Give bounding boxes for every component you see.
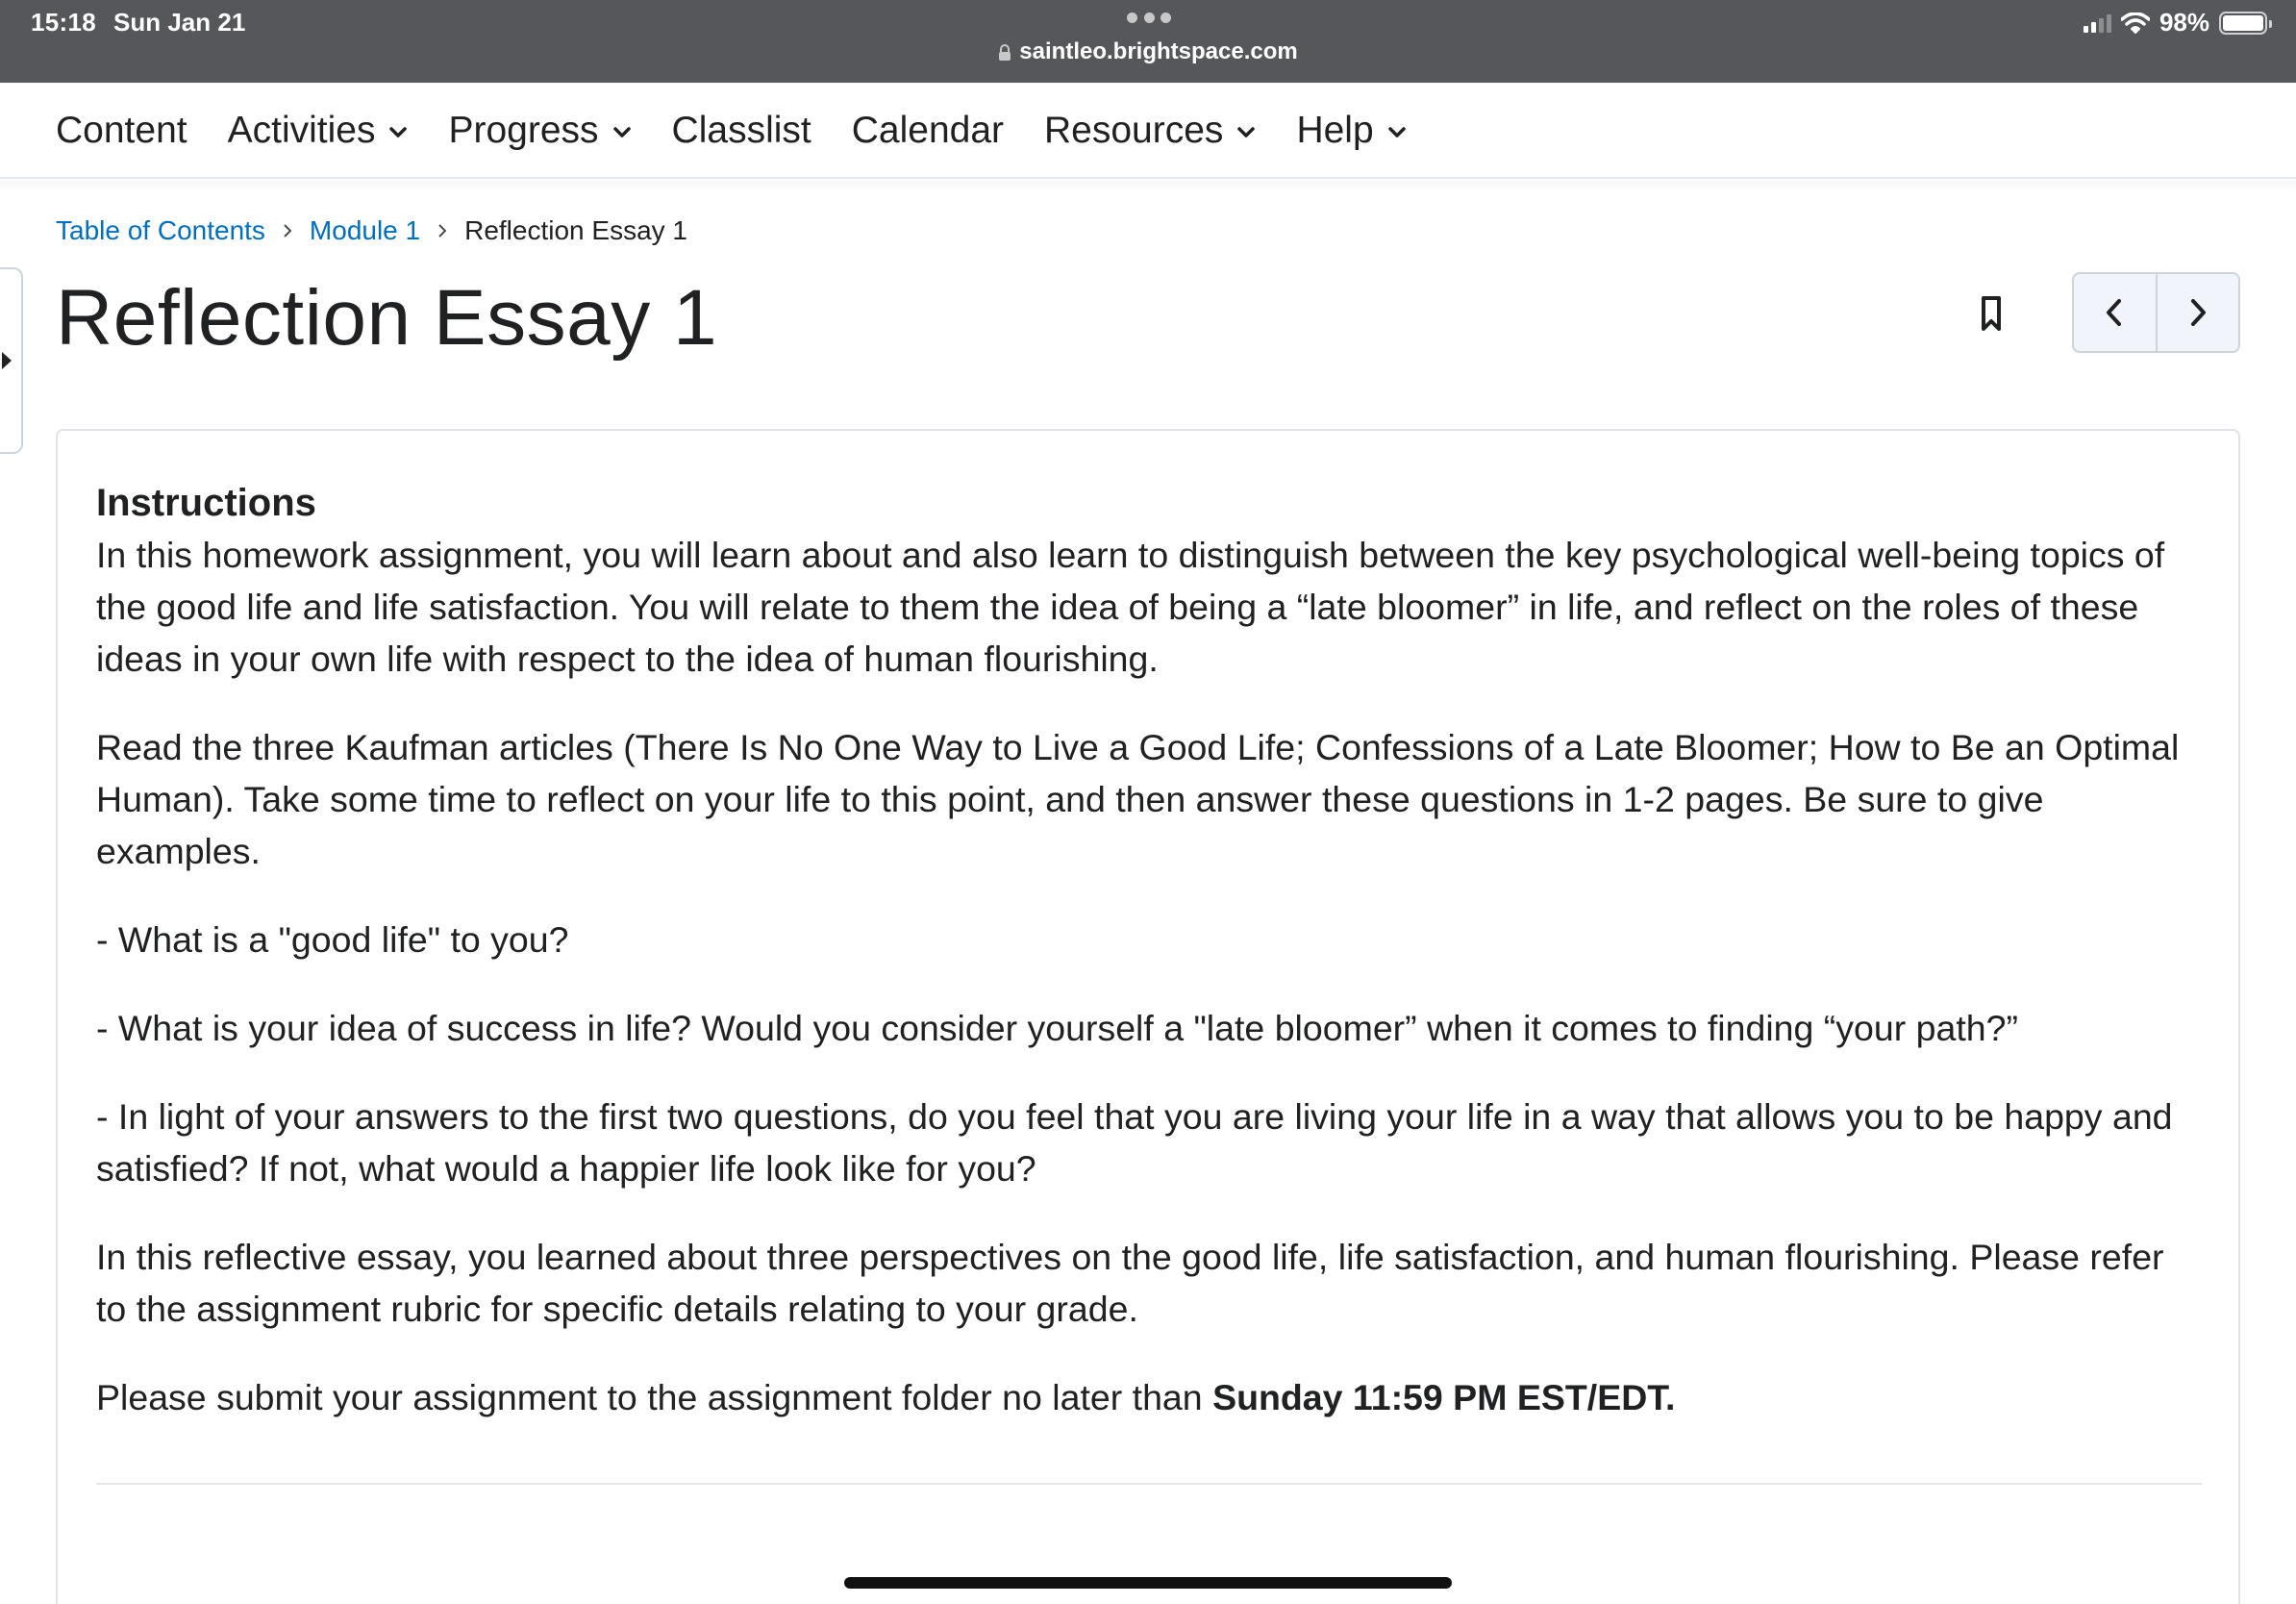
url-text: saintleo.brightspace.com [1019,38,1298,64]
battery-percent: 98% [2159,8,2209,37]
question-item: - What is your idea of success in life? Would you consider yourself a "late bloomer” when it comes to finding “your path?” [96,1008,2018,1048]
nav-item-classlist[interactable] [672,110,811,152]
nav-menu [56,83,1447,179]
status-bar [0,0,2296,83]
previous-topic-button[interactable] [2074,274,2156,351]
page-title: Reflection Essay 1 [56,274,718,362]
chevron-down-icon [1236,126,1256,139]
nav-item-label: Help [1296,110,1374,151]
cellular-signal-icon [2084,13,2111,33]
instructions-paragraph: In this homework assignment, you will learn about and also learn to distinguish between the key psychological well-being topics of the good life and life satisfaction. You will relate to them the idea of being a “late bloomer” in life, and reflect on the roles of these ideas in your own life with respect to the idea of human flourishing. [96,535,2165,679]
nav-item-progress[interactable] [448,110,631,152]
multitasking-dots-icon[interactable] [1127,10,1171,25]
deadline-date: Sunday 11:59 PM EST/EDT. [1212,1377,1676,1417]
nav-item-label: Content [56,110,187,151]
course-navbar [0,83,2296,179]
side-panel-toggle[interactable] [0,267,23,454]
nav-item-label: Progress [448,110,599,151]
expand-triangle-icon [2,352,12,369]
chevron-down-icon [612,126,632,139]
question-item: - What is a "good life" to you? [96,919,569,960]
instructions-paragraph: In this reflective essay, you learned about three perspectives on the good life, life satisfaction, and human flourishing. Please refer to the assignment rubric for specific details relating to your grade. [96,1237,2164,1329]
content-divider [96,1483,2202,1485]
instructions-heading: Instructions [96,482,316,524]
battery-icon [2219,12,2267,35]
instructions-paragraph: Read the three Kaufman articles (There Is No One Way to Live a Good Life; Confessions of a Late Bloomer; How to Be an Optimal Human). Take some time to reflect on your life to this point, and then answer these questions in 1-2 pages. Be sure to give examples. [96,727,2180,871]
bookmark-icon[interactable] [1977,294,2006,333]
nav-item-content[interactable] [56,110,187,152]
question-item: - In light of your answers to the first two questions, do you feel that you are living your life in a way that allows you to be happy and satisfied? If not, what would a happier life look like for you? [96,1096,2173,1189]
instructions-body [96,477,2202,1460]
chevron-down-icon [388,126,408,139]
home-indicator[interactable] [844,1577,1452,1589]
breadcrumb-current: Reflection Essay 1 [464,215,687,245]
chevron-right-icon [2187,297,2209,328]
address-bar[interactable] [0,38,2296,65]
nav-item-calendar[interactable] [852,110,1004,152]
nav-item-help[interactable] [1296,110,1406,152]
nav-item-label: Resources [1044,110,1224,151]
status-indicators [2084,8,2267,38]
deadline-text: Please submit your assignment to the assignment folder no later than [96,1377,1213,1417]
content-card [56,429,2240,1604]
breadcrumb-chevron-icon [437,223,447,238]
status-date: Sun Jan 21 [113,8,246,37]
nav-item-label: Activities [227,110,376,151]
nav-item-label: Calendar [851,110,1005,151]
chevron-left-icon [2104,297,2125,328]
breadcrumb-chevron-icon [283,223,292,238]
nav-item-activities[interactable] [228,110,409,152]
chevron-down-icon [1387,126,1407,139]
nav-item-resources[interactable] [1044,110,1256,152]
status-time: 15:18 [31,8,96,37]
breadcrumb-module[interactable]: Module 1 [309,215,421,245]
breadcrumb [56,215,687,246]
deadline-paragraph [96,1371,2202,1423]
breadcrumb-table-of-contents[interactable]: Table of Contents [56,215,265,245]
next-topic-button[interactable] [2156,274,2239,351]
nav-item-label: Classlist [671,110,811,151]
wifi-icon [2121,13,2150,34]
topic-pager [2072,272,2240,353]
navbar-shadow [0,181,2296,192]
lock-icon [998,44,1011,62]
